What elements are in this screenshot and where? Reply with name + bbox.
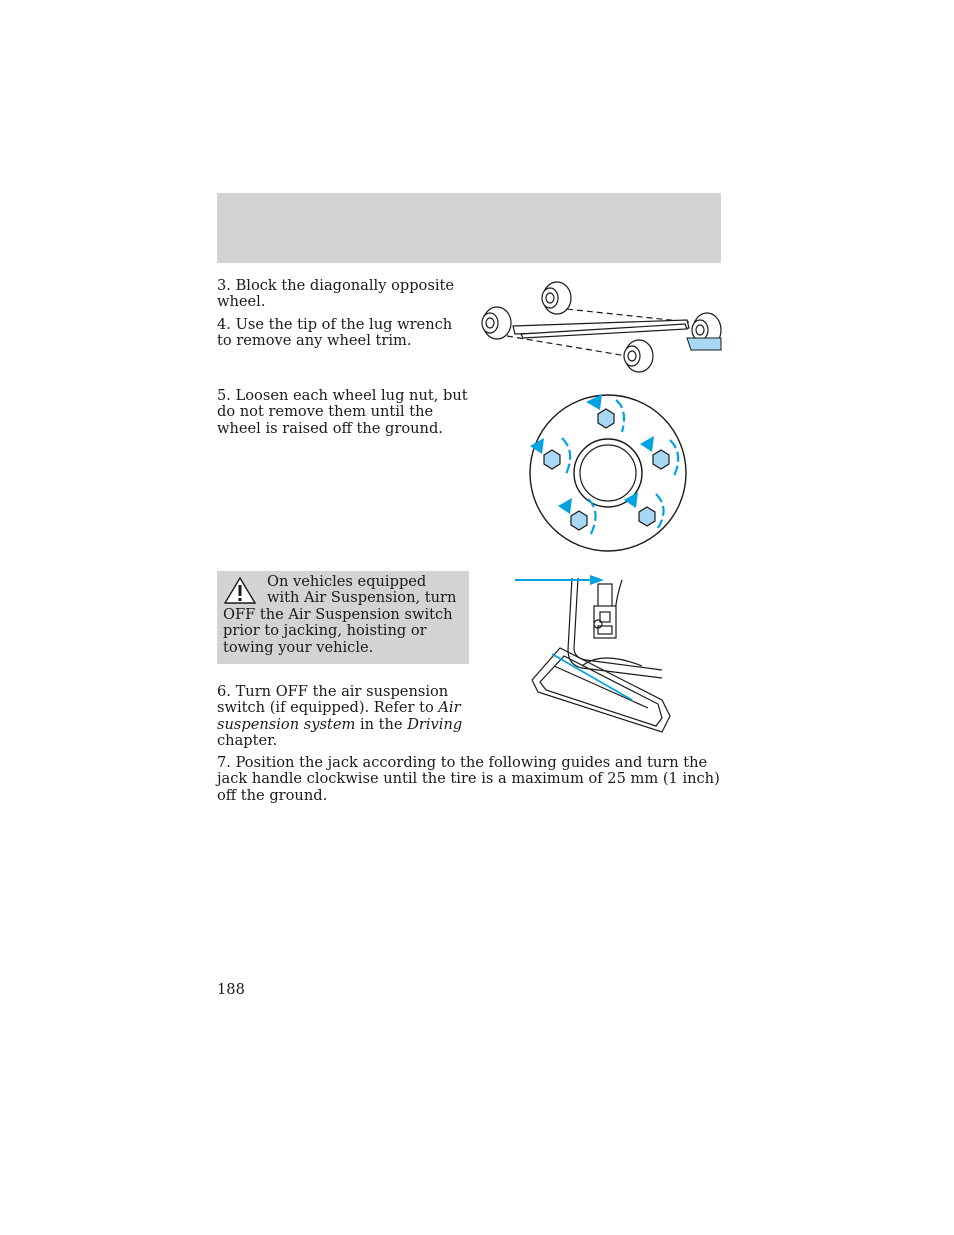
- step-4-text: 4. Use the tip of the lug wrench to remove any wheel trim.: [217, 316, 453, 350]
- step-6-text: 6. Turn OFF the air suspension switch (if equipped). Refer to Air suspension system in the Driving chapter.: [217, 683, 463, 750]
- step-7-text: 7. Position the jack according to the following guides and turn the jack handle clockwise until the tire is a maximum of 25 mm (1 inch) off the ground.: [217, 754, 720, 804]
- driving-chapter-ref: Driving: [407, 715, 463, 733]
- warning-box: [217, 571, 469, 664]
- lug-nut-diagram: [528, 394, 688, 554]
- header-band: [217, 193, 721, 263]
- warning-text: On vehicles equipped with Air Suspension, turn OFF the Air Suspension switch prior to jacking, hoisting or towing your vehicle.: [223, 573, 457, 656]
- step-5-text: 5. Loosen each wheel lug nut, but do not remove them until the wheel is raised off the ground.: [217, 387, 468, 437]
- air-suspension-switch-diagram: [512, 570, 674, 736]
- wheel-blocking-diagram: [477, 280, 725, 378]
- page-number: 188: [217, 981, 245, 998]
- air-suspension-system-ref: Air suspension system: [217, 699, 461, 733]
- step-3-text: 3. Block the diagonally opposite wheel.: [217, 277, 455, 311]
